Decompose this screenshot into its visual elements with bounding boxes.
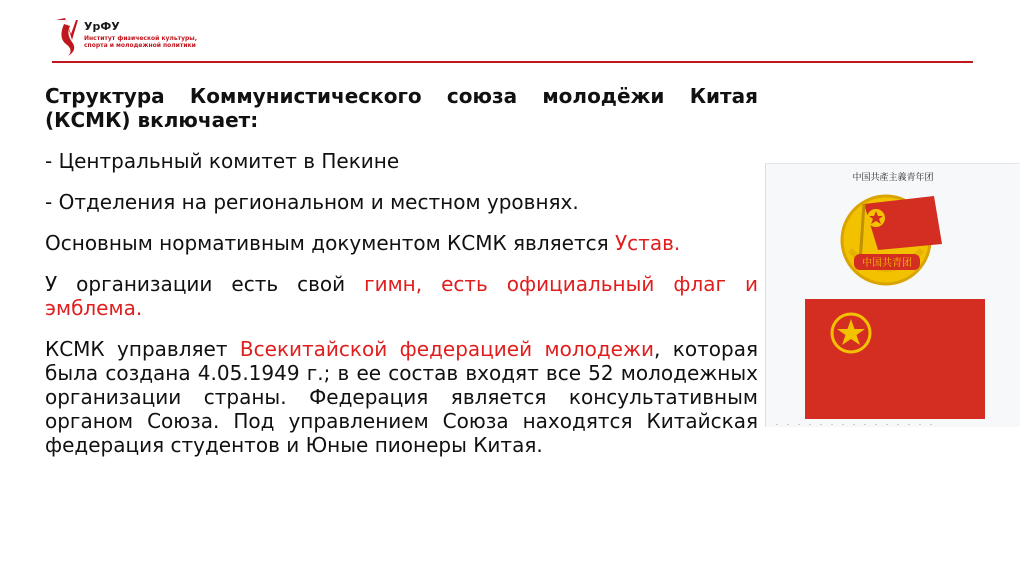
emblem-badge-text: 中国共青团 bbox=[862, 258, 912, 269]
paragraph-federation-lead: КСМК управляет bbox=[45, 337, 240, 361]
charter-highlight: Устав. bbox=[614, 231, 681, 255]
slide-heading: Структура Коммунистического союза молодёжи Китая (КСМК) включает: bbox=[45, 84, 758, 132]
list-item-central-committee: - Центральный комитет в Пекине bbox=[45, 149, 400, 173]
logo-subtitle: Институт физической культуры, спорта и молодежной политики bbox=[84, 35, 198, 49]
paragraph-symbols-text: У организации есть свой bbox=[45, 272, 365, 296]
emblem-caption: 中国共產主義青年团 bbox=[852, 173, 934, 183]
emblem-image bbox=[765, 163, 1020, 427]
image-artifact bbox=[776, 423, 936, 426]
paragraph-symbols bbox=[45, 272, 758, 320]
symbols-highlight: гимн, есть официальный флаг и эмблема. bbox=[45, 272, 758, 320]
paragraph-charter bbox=[45, 231, 758, 255]
logo-title: УрФУ bbox=[84, 20, 120, 33]
urfu-logo-icon bbox=[54, 18, 80, 58]
paragraph-federation-rest: , которая была создана 4.05.1949 г.; в ее состав входят все 52 молодежных организации страны. Федерация является консультативным органом Союза. Под управлением Союза находятся Китайская федерация студентов и Юные пионеры Китая. bbox=[45, 337, 758, 457]
header-divider bbox=[52, 61, 973, 63]
list-item-regional-branches: - Отделения на региональном и местном уровнях. bbox=[45, 190, 579, 214]
paragraph-federation bbox=[45, 337, 758, 457]
youth-league-emblem-icon bbox=[834, 184, 954, 296]
federation-highlight: Всекитайской федерацией молодежи bbox=[239, 337, 655, 361]
flag-star-emblem-icon bbox=[829, 311, 873, 355]
slide-body bbox=[45, 84, 758, 474]
paragraph-charter-text: Основным нормативным документом КСМК является bbox=[45, 231, 615, 255]
youth-league-flag bbox=[805, 299, 985, 419]
